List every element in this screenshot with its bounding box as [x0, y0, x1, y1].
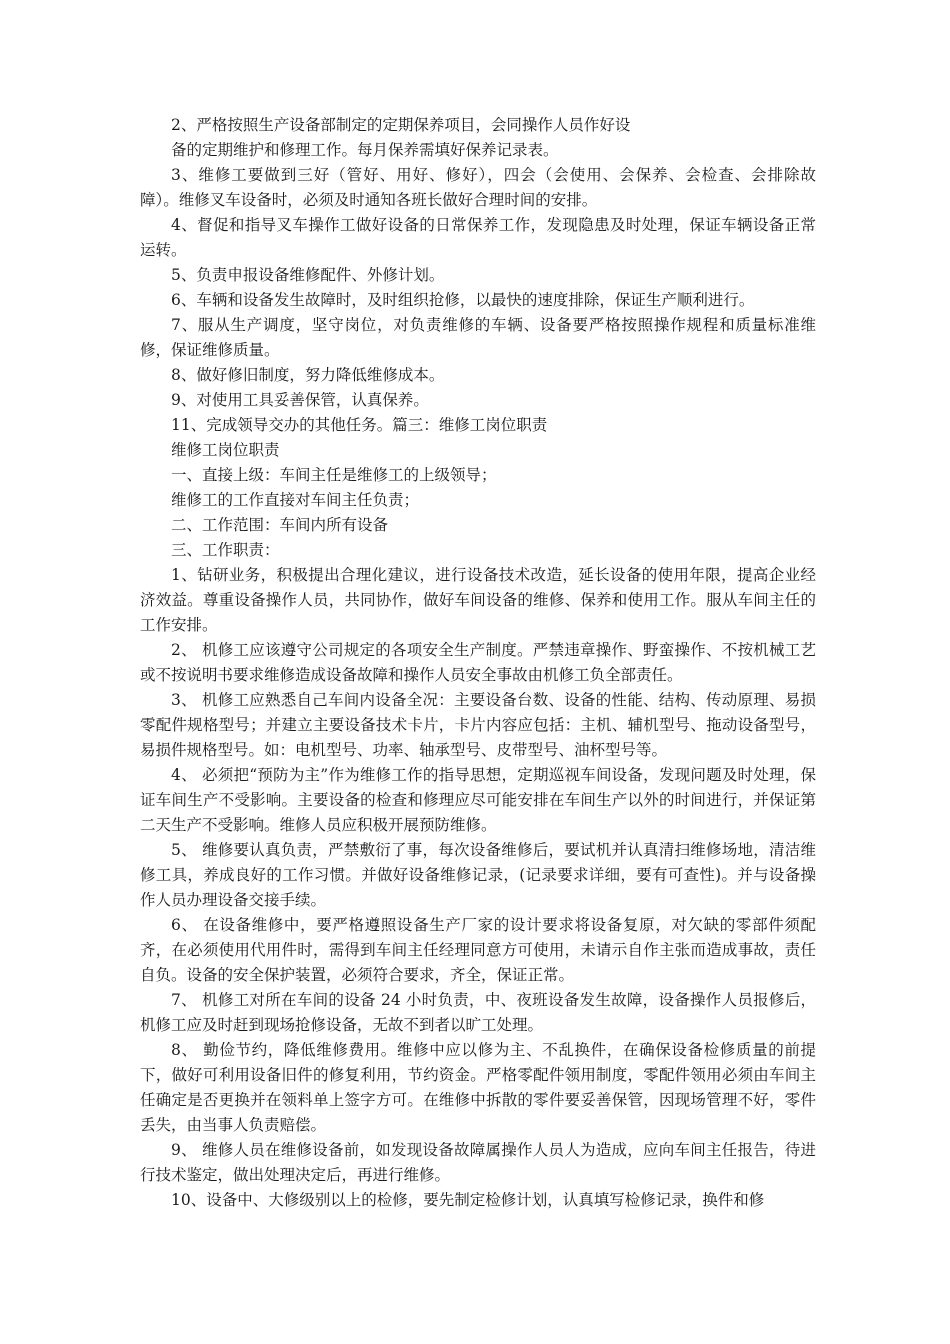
document-body [140, 113, 816, 1213]
paragraph: 一、直接上级：车间主任是维修工的上级领导； [171, 466, 497, 484]
paragraph: 三、工作职责： [171, 541, 280, 559]
section-title: 维修工岗位职责 [171, 441, 280, 459]
paragraph: 9、对使用工具妥善保管，认真保养。 [171, 391, 429, 409]
paragraph: 6、 在设备维修中，要严格遵照设备生产厂家的设计要求将设备复原，对欠缺的零部件须配齐，在必须使用代用件时，需得到车间主任经理同意方可使用，未请示自作主张而造成事故，责任自负。设备的安全保护装置，必须符合要求，齐全，保证正常。 [140, 916, 816, 984]
paragraph: 9、 维修人员在维修设备前，如发现设备故障属操作人员人为造成，应向车间主任报告，待进行技术鉴定，做出处理决定后，再进行维修。 [140, 1141, 816, 1184]
paragraph: 2、 机修工应该遵守公司规定的各项安全生产制度。严禁违章操作、野蛮操作、不按机械工艺或不按说明书要求维修造成设备故障和操作人员安全事故由机修工负全部责任。 [140, 641, 816, 684]
paragraph: 8、做好修旧制度，努力降低维修成本。 [171, 366, 445, 384]
paragraph: 10、设备中、大修级别以上的检修，要先制定检修计划，认真填写检修记录，换件和修 [171, 1191, 765, 1209]
paragraph: 二、工作范围：车间内所有设备 [171, 516, 389, 534]
paragraph: 7、服从生产调度，坚守岗位，对负责维修的车辆、设备要严格按照操作规程和质量标准维修，保证维修质量。 [140, 316, 816, 359]
paragraph: 2、严格按照生产设备部制定的定期保养项目，会同操作人员作好设 [171, 116, 631, 134]
paragraph: 维修工的工作直接对车间主任负责； [171, 491, 420, 509]
paragraph: 5、 维修要认真负责，严禁敷衍了事，每次设备维修后，要试机并认真清扫维修场地，清洁维修工具，养成良好的工作习惯。并做好设备维修记录，(记录要求详细，要有可查性)。并与设备操作人员办理设备交接手续。 [140, 841, 816, 909]
paragraph: 8、 勤俭节约，降低维修费用。维修中应以修为主、不乱换件，在确保设备检修质量的前提下，做好可利用设备旧件的修复利用，节约资金。严格零配件领用制度，零配件领用必须由车间主任确定是否更换并在领料单上签字方可。在维修中拆散的零件要妥善保管，因现场管理不好，零件丢失，由当事人负责赔偿。 [140, 1041, 816, 1134]
paragraph: 3、维修工要做到三好（管好、用好、修好），四会（会使用、会保养、会检查、会排除故障）。维修叉车设备时，必须及时通知各班长做好合理时间的安排。 [140, 166, 816, 209]
paragraph: 4、督促和指导叉车操作工做好设备的日常保养工作，发现隐患及时处理，保证车辆设备正常运转。 [140, 216, 816, 259]
paragraph: 6、车辆和设备发生故障时，及时组织抢修，以最快的速度排除，保证生产顺利进行。 [171, 291, 755, 309]
paragraph: 4、 必须把“预防为主”作为维修工作的指导思想，定期巡视车间设备，发现问题及时处理，保证车间生产不受影响。主要设备的检查和修理应尽可能安排在车间生产以外的时间进行，并保证第二天生产不受影响。维修人员应积极开展预防维修。 [140, 766, 816, 834]
paragraph: 备的定期维护和修理工作。每月保养需填好保养记录表。 [171, 141, 559, 159]
paragraph: 7、 机修工对所在车间的设备 24 小时负责，中、夜班设备发生故障，设备操作人员报修后，机修工应及时赶到现场抢修设备，无故不到者以旷工处理。 [140, 991, 816, 1034]
paragraph: 3、 机修工应熟悉自己车间内设备全况：主要设备台数、设备的性能、结构、传动原理、易损零配件规格型号；并建立主要设备技术卡片，卡片内容应包括：主机、辅机型号、拖动设备型号，易损件规格型号。如：电机型号、功率、轴承型号、皮带型号、油杯型号等。 [140, 691, 816, 759]
paragraph: 1、钻研业务，积极提出合理化建议，进行设备技术改造，延长设备的使用年限，提高企业经济效益。尊重设备操作人员，共同协作，做好车间设备的维修、保养和使用工作。服从车间主任的工作安排。 [140, 566, 816, 634]
paragraph: 5、负责申报设备维修配件、外修计划。 [171, 266, 445, 284]
paragraph: 11、完成领导交办的其他任务。篇三：维修工岗位职责 [171, 416, 548, 434]
